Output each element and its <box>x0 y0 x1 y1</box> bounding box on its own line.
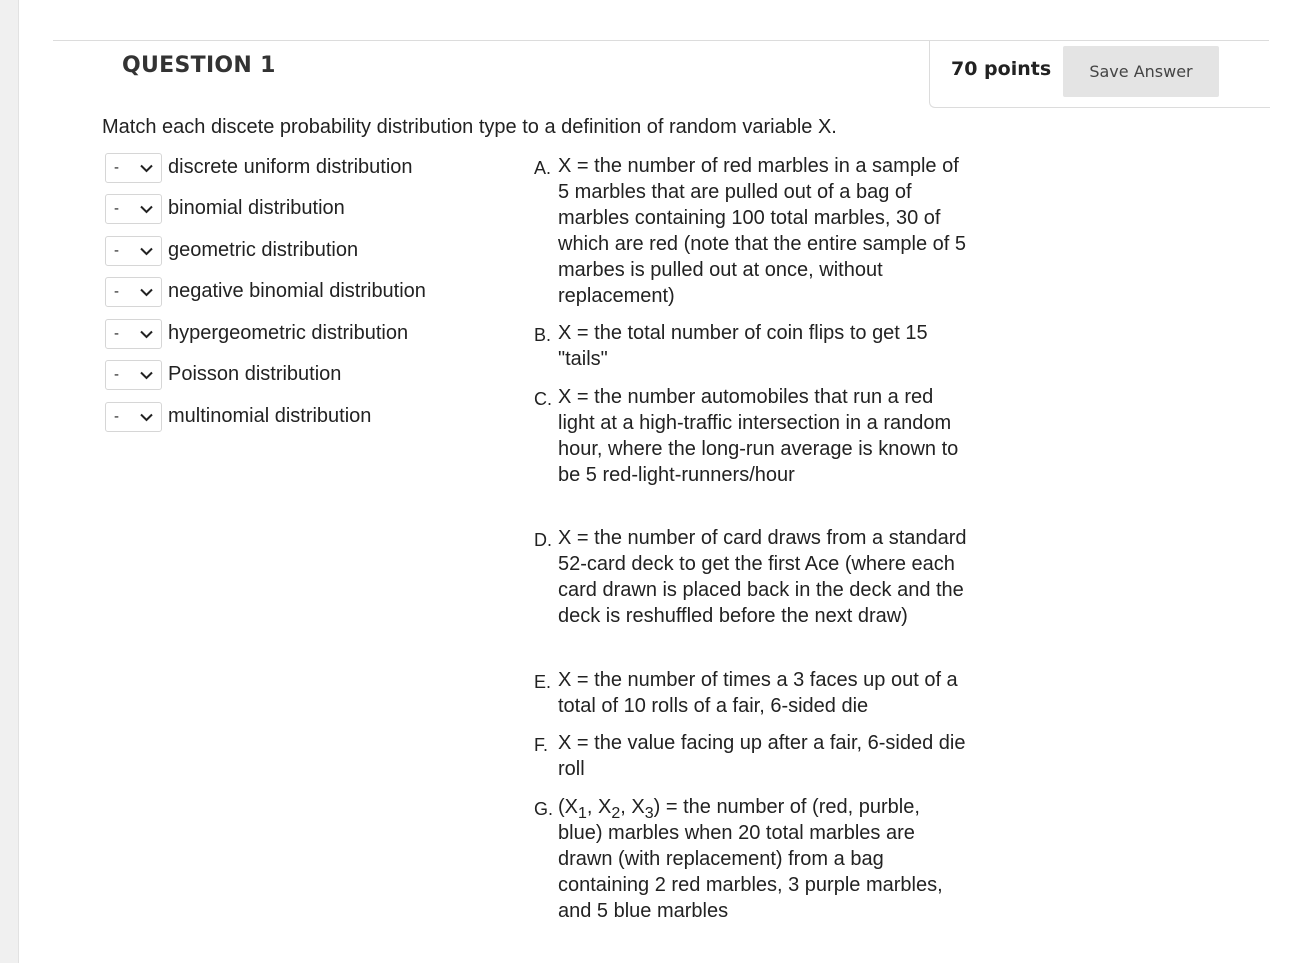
match-row-poisson <box>105 360 525 392</box>
answer-text: X = the total number of coin flips to get 15 "tails" <box>558 322 928 370</box>
match-label: multinomial distribution <box>168 405 372 427</box>
formula-text: ) = the number of (red, purble, blue) marbles when 20 total marbles are drawn (with replacement) from a bag containing 2 red marbles, 3 purple marbles, and 5 blue marbles <box>558 796 943 922</box>
answer-text <box>558 794 968 924</box>
match-select[interactable] <box>105 277 162 307</box>
chevron-down-icon <box>140 371 153 380</box>
match-row-discrete-uniform <box>105 153 525 185</box>
points-box <box>929 41 1270 108</box>
match-label: Poisson distribution <box>168 363 342 385</box>
match-row-geometric <box>105 236 525 268</box>
left-rail <box>0 0 19 963</box>
question-title: QUESTION 1 <box>122 53 276 78</box>
select-value: - <box>114 408 119 425</box>
formula-text: (X <box>558 796 578 818</box>
match-label: negative binomial distribution <box>168 280 426 302</box>
match-label: hypergeometric distribution <box>168 322 409 344</box>
match-select[interactable] <box>105 236 162 266</box>
subscript: 3 <box>644 805 654 822</box>
match-label: binomial distribution <box>168 197 345 219</box>
match-row-hypergeometric <box>105 319 525 351</box>
select-value: - <box>114 242 119 259</box>
answer-letter: B. <box>534 325 552 345</box>
answer-letter: E. <box>534 672 552 692</box>
match-select[interactable] <box>105 319 162 349</box>
subscript: 2 <box>611 805 621 822</box>
select-value: - <box>114 283 119 300</box>
chevron-down-icon <box>140 413 153 422</box>
match-row-negative-binomial <box>105 277 525 309</box>
select-value: - <box>114 366 119 383</box>
answer-letter: D. <box>534 530 552 550</box>
match-select[interactable] <box>105 402 162 432</box>
answer-text: X = the value facing up after a fair, 6-sided die roll <box>558 732 966 780</box>
chevron-down-icon <box>140 288 153 297</box>
formula-text: , X <box>620 796 645 818</box>
formula-text: , X <box>586 796 612 818</box>
match-select[interactable] <box>105 194 162 224</box>
question-instruction: Match each discete probability distribution type to a definition of random variable X. <box>102 116 837 138</box>
match-select[interactable] <box>105 153 162 183</box>
select-value: - <box>114 159 119 176</box>
answer-letter: A. <box>534 158 552 178</box>
chevron-down-icon <box>140 247 153 256</box>
chevron-down-icon <box>140 205 153 214</box>
answer-letter: C. <box>534 389 552 409</box>
answer-letter: G. <box>534 799 554 819</box>
subscript: 1 <box>578 805 587 822</box>
chevron-down-icon <box>140 164 153 173</box>
match-label: discrete uniform distribution <box>168 156 413 178</box>
answer-letter: F. <box>534 735 549 755</box>
match-select[interactable] <box>105 360 162 390</box>
select-value: - <box>114 325 119 342</box>
answer-text: X = the number of card draws from a standard 52-card deck to get the first Ace (where each card drawn is placed back in the deck and the deck is reshuffled before the next draw) <box>558 527 967 627</box>
match-label: geometric distribution <box>168 239 359 261</box>
match-row-multinomial <box>105 402 525 434</box>
answer-text: X = the number of red marbles in a sample of 5 marbles that are pulled out of a bag of marbles containing 100 total marbles, 30 of which are red (note that the entire sample of 5 marbes is pulled out at once, without replacement) <box>558 155 967 307</box>
points-label: 70 points <box>951 58 1052 80</box>
answer-text: X = the number of times a 3 faces up out of a total of 10 rolls of a fair, 6-sided die <box>558 669 958 717</box>
select-value: - <box>114 200 119 217</box>
match-row-binomial <box>105 194 525 226</box>
chevron-down-icon <box>140 330 153 339</box>
answer-text: X = the number automobiles that run a red light at a high-traffic intersection in a random hour, where the long-run average is known to be 5 red-light-runners/hour <box>558 386 959 486</box>
save-answer-button[interactable]: Save Answer <box>1063 46 1219 97</box>
